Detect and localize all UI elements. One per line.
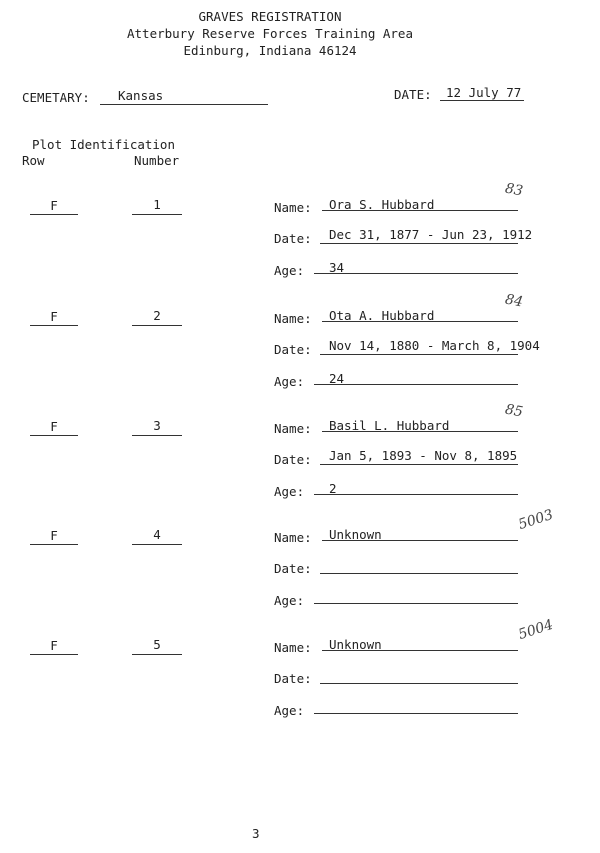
handwritten-annotation: 83 [503,180,525,200]
date-underline [320,354,518,355]
number-value: 5 [153,637,161,652]
date-underline [320,573,518,574]
name-label: Name: [274,421,312,436]
date-value: 12 July 77 [446,85,522,100]
plot-identification-heading: Plot Identification [32,137,175,152]
header-title: GRAVES REGISTRATION [198,9,342,24]
name-value: Basil L. Hubbard [329,418,450,433]
row-underline [30,325,78,326]
cemetery-value: Kansas [118,88,164,103]
age-label: Age: [274,374,305,389]
age-value: 24 [329,371,345,386]
number-underline [132,435,182,436]
name-label: Name: [274,640,312,655]
row-column-label: Row [22,153,45,168]
number-value: 2 [153,308,161,323]
date-underline [320,683,518,684]
age-label: Age: [274,703,305,718]
number-underline [132,544,182,545]
date-label: DATE: [394,87,432,102]
age-label: Age: [274,484,305,499]
age-underline [314,494,518,495]
row-value: F [50,638,58,653]
name-value: Unknown [329,527,382,542]
age-value: 2 [329,481,337,496]
row-underline [30,435,78,436]
number-underline [132,325,182,326]
header-subtitle: Atterbury Reserve Forces Training Area [127,26,413,41]
name-label: Name: [274,530,312,545]
handwritten-annotation: 85 [503,401,525,421]
date-underline [440,100,524,101]
name-underline [322,650,518,651]
date-underline [320,464,518,465]
number-value: 1 [153,197,161,212]
row-underline [30,214,78,215]
cemetery-underline [100,104,268,105]
age-underline [314,603,518,604]
number-underline [132,214,182,215]
number-value: 4 [153,527,161,542]
document-header [0,8,540,59]
age-label: Age: [274,263,305,278]
number-underline [132,654,182,655]
row-value: F [50,309,58,324]
date-underline [320,243,518,244]
name-underline [322,540,518,541]
dates-value: Jan 5, 1893 - Nov 8, 1895 [329,448,518,463]
name-label: Name: [274,200,312,215]
age-underline [314,384,518,385]
age-label: Age: [274,593,305,608]
date-label: Date: [274,561,312,576]
row-value: F [50,198,58,213]
page-number: 3 [252,826,260,841]
age-underline [314,273,518,274]
name-value: Ora S. Hubbard [329,197,435,212]
handwritten-annotation: 5003 [516,506,556,534]
header-address: Edinburg, Indiana 46124 [183,43,357,58]
number-value: 3 [153,418,161,433]
row-value: F [50,528,58,543]
row-underline [30,654,78,655]
date-label: Date: [274,671,312,686]
name-underline [322,431,518,432]
handwritten-annotation: 5004 [516,616,556,644]
row-underline [30,544,78,545]
date-label: Date: [274,342,312,357]
age-value: 34 [329,260,345,275]
cemetery-label: CEMETARY: [22,90,90,105]
age-underline [314,713,518,714]
date-label: Date: [274,231,312,246]
name-label: Name: [274,311,312,326]
name-underline [322,210,518,211]
name-value: Unknown [329,637,382,652]
name-value: Ota A. Hubbard [329,308,435,323]
date-label: Date: [274,452,312,467]
number-column-label: Number [134,153,180,168]
name-underline [322,321,518,322]
handwritten-annotation: 84 [503,291,525,311]
dates-value: Nov 14, 1880 - March 8, 1904 [329,338,540,353]
row-value: F [50,419,58,434]
dates-value: Dec 31, 1877 - Jun 23, 1912 [329,227,533,242]
